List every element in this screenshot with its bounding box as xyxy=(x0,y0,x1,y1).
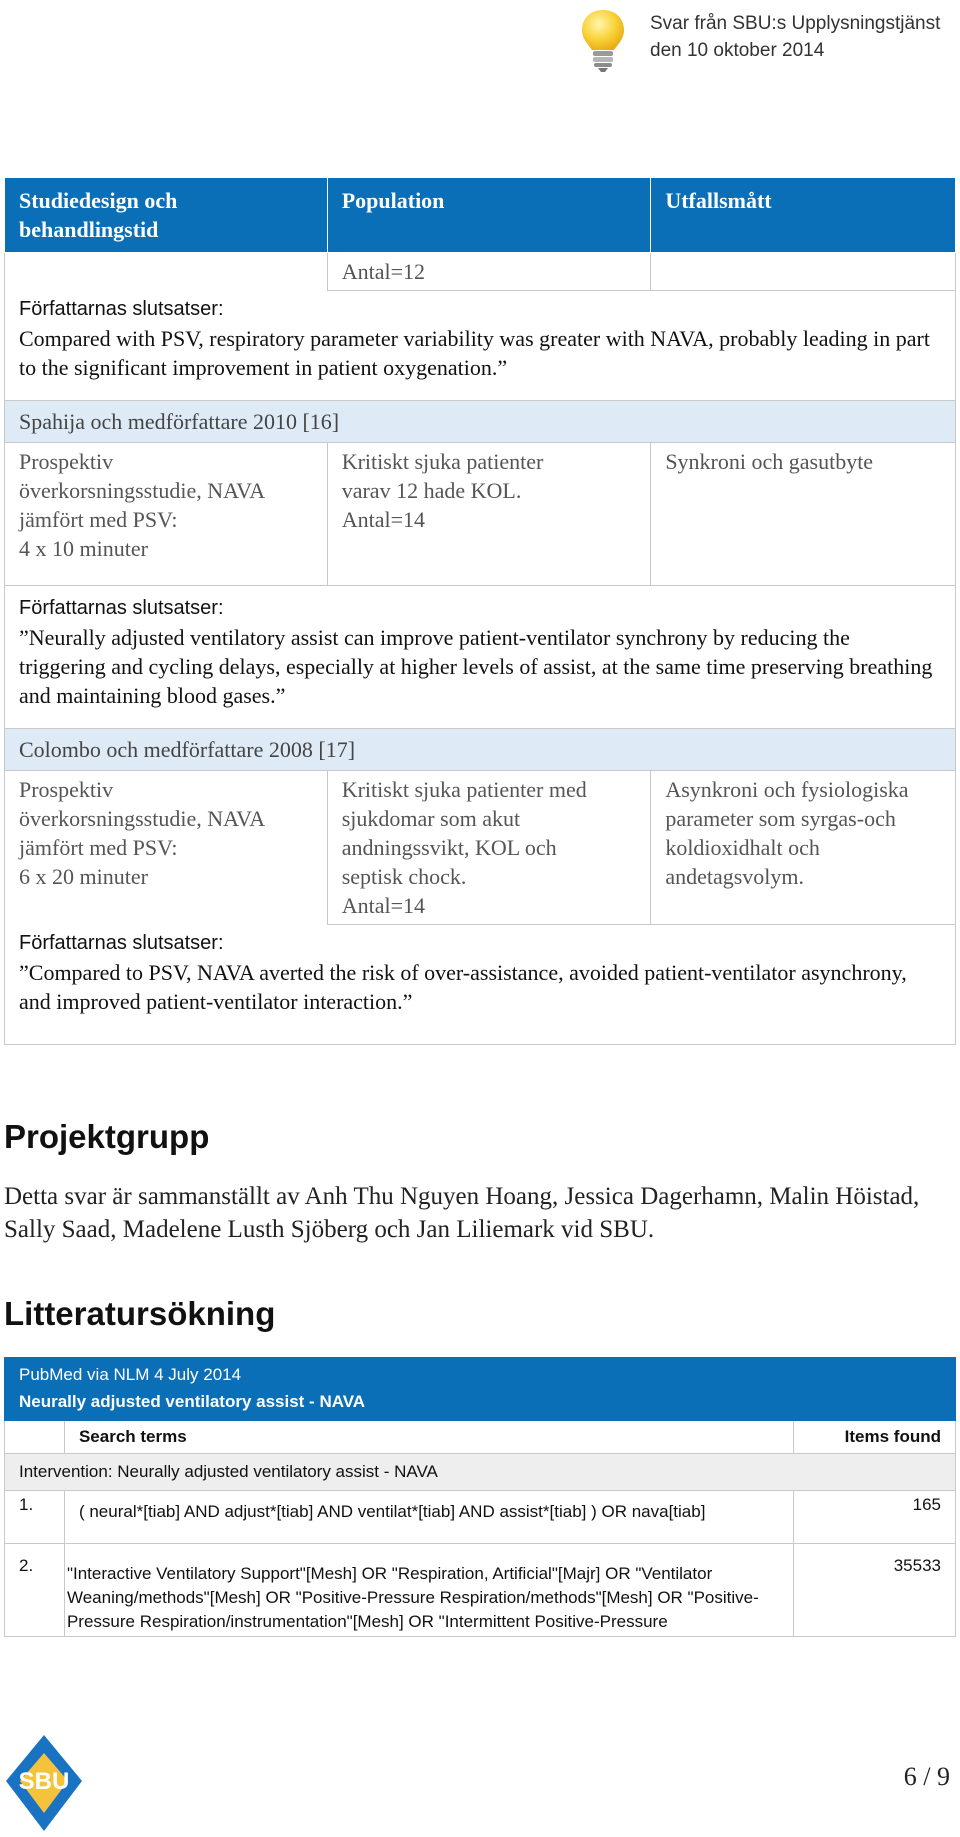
col-header-population: Population xyxy=(327,178,651,253)
conclusion-row xyxy=(5,586,956,729)
heading-litteratursokning: Litteratursökning xyxy=(4,1295,276,1332)
outcome-cell: Asynkroni och fysiologiska parameter som syrgas-och koldioxidhalt och andetagsvolym. xyxy=(651,771,956,925)
row-items: 35533 xyxy=(794,1544,956,1637)
search-section: Intervention: Neurally adjusted ventilatory assist - NAVA xyxy=(5,1454,956,1491)
search-section-row xyxy=(5,1454,956,1491)
population-cell: Kritiskt sjuka patienter med sjukdomar som akut andningssvikt, KOL och septisk chock. Antal=14 xyxy=(327,771,651,925)
table-row xyxy=(5,1544,956,1637)
conclusion-text: ”Neurally adjusted ventilatory assist can improve patient-ventilator synchrony by reducing the triggering and cycling delays, especially at higher levels of assist, at the same time preserving breathing and maintaining blood gases.” xyxy=(19,625,933,708)
design-cell: Prospektiv överkorsningsstudie, NAVA jämfört med PSV: 6 x 20 minuter xyxy=(5,771,328,925)
col-header-items: Items found xyxy=(794,1421,956,1454)
header-line2: den 10 oktober 2014 xyxy=(650,40,825,61)
row-number: 2. xyxy=(5,1544,65,1637)
row-number: 1. xyxy=(5,1491,65,1544)
search-topic: Neurally adjusted ventilatory assist - NAVA xyxy=(5,1388,956,1421)
row-terms: ( neural*[tiab] AND adjust*[tiab] AND ventilat*[tiab] AND assist*[tiab] ) OR nava[tiab] xyxy=(64,1491,793,1544)
study-table xyxy=(4,177,956,1045)
page-number: 6 / 9 xyxy=(903,1762,950,1791)
conclusion-text: ”Compared to PSV, NAVA averted the risk of over-assistance, avoided patient-ventilator asynchrony, and improved patient-ventilator interaction.” xyxy=(19,960,907,1014)
col-header-design: Studiedesign och behandlingstid xyxy=(5,178,328,253)
sbu-logo-text: SBU xyxy=(18,1768,70,1795)
search-table xyxy=(4,1357,956,1637)
outcome-cell: Synkroni och gasutbyte xyxy=(651,443,956,586)
conclusion-label: Författarnas slutsatser: xyxy=(19,298,224,320)
study-table-header xyxy=(5,178,956,253)
conclusion-row xyxy=(5,291,956,401)
study-title-row xyxy=(5,401,956,443)
conclusion-label: Författarnas slutsatser: xyxy=(19,597,224,619)
col-header-outcome: Utfallsmått xyxy=(651,178,956,253)
row-terms: "Interactive Ventilatory Support"[Mesh] OR "Respiration, Artificial"[Majr] OR "Ventilator Weaning/methods"[Mesh] OR "Positive-Pressure Respiration/methods"[Mesh] OR "Positive-Pressure Respiration/instrumentation"[Mesh] OR "Intermittent Positive-Pressure xyxy=(64,1544,793,1637)
study-title: Colombo och medförfattare 2008 [17] xyxy=(5,729,956,771)
conclusion-label: Författarnas slutsatser: xyxy=(19,932,224,954)
conclusion-row xyxy=(5,925,956,1045)
design-cell: Prospektiv överkorsningsstudie, NAVA jämfört med PSV: 4 x 10 minuter xyxy=(5,443,328,586)
table-row xyxy=(5,253,956,291)
header-text xyxy=(650,10,940,64)
table-row xyxy=(5,771,956,925)
sbu-logo xyxy=(4,1733,84,1833)
conclusion-text: Compared with PSV, respiratory parameter variability was greater with NAVA, probably leading in part to the significant improvement in patient oxygenation.” xyxy=(19,326,930,380)
search-db-row xyxy=(5,1358,956,1388)
row-items: 165 xyxy=(794,1491,956,1544)
col-header-terms: Search terms xyxy=(64,1421,793,1454)
table-row xyxy=(5,443,956,586)
heading-projektgrupp: Projektgrupp xyxy=(4,1118,210,1155)
search-header-row xyxy=(5,1421,956,1454)
study-title-row xyxy=(5,729,956,771)
study-title: Spahija och medförfattare 2010 [16] xyxy=(5,401,956,443)
lightbulb-icon xyxy=(578,8,628,74)
population-cell: Kritiskt sjuka patienter varav 12 hade KOL. Antal=14 xyxy=(327,443,651,586)
search-topic-row xyxy=(5,1388,956,1421)
projektgrupp-text: Detta svar är sammanställt av Anh Thu Nguyen Hoang, Jessica Dagerhamn, Malin Höistad, Sally Saad, Madelene Lusth Sjöberg och Jan Liliemark vid SBU. xyxy=(4,1183,920,1243)
header-line1: Svar från SBU:s Upplysningstjänst xyxy=(650,13,941,34)
search-db: PubMed via NLM 4 July 2014 xyxy=(5,1358,956,1388)
table-row xyxy=(5,1491,956,1544)
population-cell: Antal=12 xyxy=(327,253,651,291)
